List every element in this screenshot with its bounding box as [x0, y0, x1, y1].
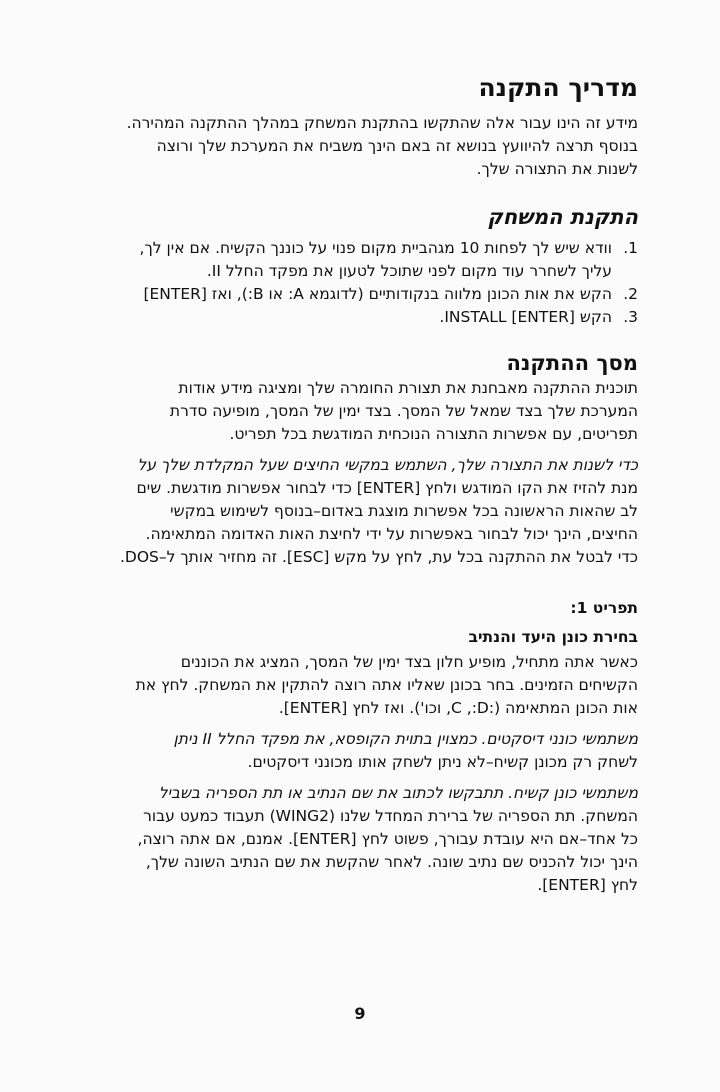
menu-1-label: תפריט 1: [570, 599, 638, 617]
text-line: המשחק. תת הספריה של ברירת המחדל שלנו (WING2) תעבוד כמעט עבור [143, 807, 638, 825]
text-line: תוכנית ההתקנה מאבחנת את תצורת החומרה שלך ומציגה מידע אודות [178, 379, 638, 397]
text-line: החיצים, הינך יכול לבחור באפשרות על ידי לחיצת האות האדומה המתאימה. [145, 525, 638, 543]
page-title: מדריך התקנה [478, 73, 638, 102]
step-text [60, 237, 612, 283]
install-step-3 [60, 306, 638, 329]
text-line: המערכת שלך בצד שמאל של המסך. בצד ימין של המסך, מופיעה סדרת [169, 402, 638, 420]
menu-1-paragraph-3 [60, 782, 638, 897]
text-line: אות הכונן המתאימה (:C ,:D, וכו'). ואז לחץ [ENTER]. [278, 699, 638, 717]
text-line: משתמשי כונני דיסקטים. כמצוין בתוית הקופסא, את מפקד החלל II ניתן [173, 730, 638, 748]
install-step-1 [60, 237, 638, 283]
install-steps [60, 237, 638, 329]
text-line: משתמשי כונן קשיח. תתבקשו לכתוב את שם הנתיב או תת הספריה בשביל [158, 784, 638, 802]
intro-paragraph [60, 112, 638, 181]
step-line: הקש את אות הכונן מלווה בנקודותיים (לדוגמא A: או B:), ואז [ENTER] [143, 285, 612, 303]
install-screen-paragraph-2 [60, 454, 638, 569]
step-number: 3. [623, 308, 638, 326]
step-text [60, 306, 612, 329]
text-line: כדי לשנות את התצורה שלך, השתמש במקשי החיצים שעל המקלדת שלך על [137, 456, 638, 474]
section-heading-install-game: התקנת המשחק [487, 205, 638, 229]
text-line: לב שהאות הראשונה בכל אפשרות מוצגת באדום–בנוסף לשימוש במקשי [170, 502, 638, 520]
section-heading-install-screen: מסך ההתקנה [506, 351, 638, 375]
text-line: תפריטים, עם אפשרות התצורה הנוכחית המודגשת בכל תפריט. [229, 425, 638, 443]
text-line: הקשיחים הזמינים. בחר בכונן שאליו אתה רוצה להתקין את המשחק. לחץ את [135, 676, 638, 694]
text-line: בנוסף תרצה להיוועץ בנושא זה באם הינך משביח את המערכת שלך ורוצה [156, 137, 638, 155]
step-line: עליך לשחרר עוד מקום לפני שתוכל לטעון את מפקד החלל II. [206, 262, 612, 280]
text-line: כדי לבטל את ההתקנה בכל עת, לחץ על מקש [ESC]. זה מחזיר אותך ל–DOS. [119, 548, 638, 566]
page-number: 9 [354, 1004, 366, 1023]
text-line: לשנות את התצורה שלך. [476, 160, 638, 178]
text-line: לשחק רק מכונן קשיח–לא ניתן לשחק אותו מכונני דיסקטים. [247, 753, 638, 771]
menu-1-paragraph-2 [60, 728, 638, 774]
text-line: כל אחד–אם היא עובדת עבורך, פשוט לחץ [ENTER]. אמנם, אם אתה רוצה, [137, 830, 638, 848]
step-number: 1. [623, 239, 638, 257]
text-line: לחץ [ENTER]. [537, 876, 638, 894]
install-step-2 [60, 283, 638, 306]
text-line: מנת להזיז את הקו המודגש ולחץ [ENTER] כדי לבחור אפשרות מודגשת. שים [136, 479, 638, 497]
menu-1-subtitle: בחירת כונן היעד והנתיב [468, 628, 638, 646]
step-line: הקש INSTALL [ENTER]. [439, 308, 612, 326]
step-line: וודא שיש לך לפחות 10 מגהביית מקום פנוי על כוננך הקשיח. אם אין לך, [139, 239, 612, 257]
step-text [60, 283, 612, 306]
step-number: 2. [623, 285, 638, 303]
menu-1-paragraph-1 [60, 651, 638, 720]
install-screen-paragraph-1 [60, 377, 638, 446]
text-line: כאשר אתה מתחיל, מופיע חלון בצד ימין של המסך, המציג את הכוננים [180, 653, 638, 671]
text-line: הינך יכול להכניס שם נתיב שונה. לאחר שהקשת את שם הנתיב השונה שלך, [145, 853, 638, 871]
text-line: מידע זה הינו עבור אלה שהתקשו בהתקנת המשחק במהלך ההתקנה המהירה. [126, 114, 638, 132]
menu-1-section [60, 597, 638, 897]
